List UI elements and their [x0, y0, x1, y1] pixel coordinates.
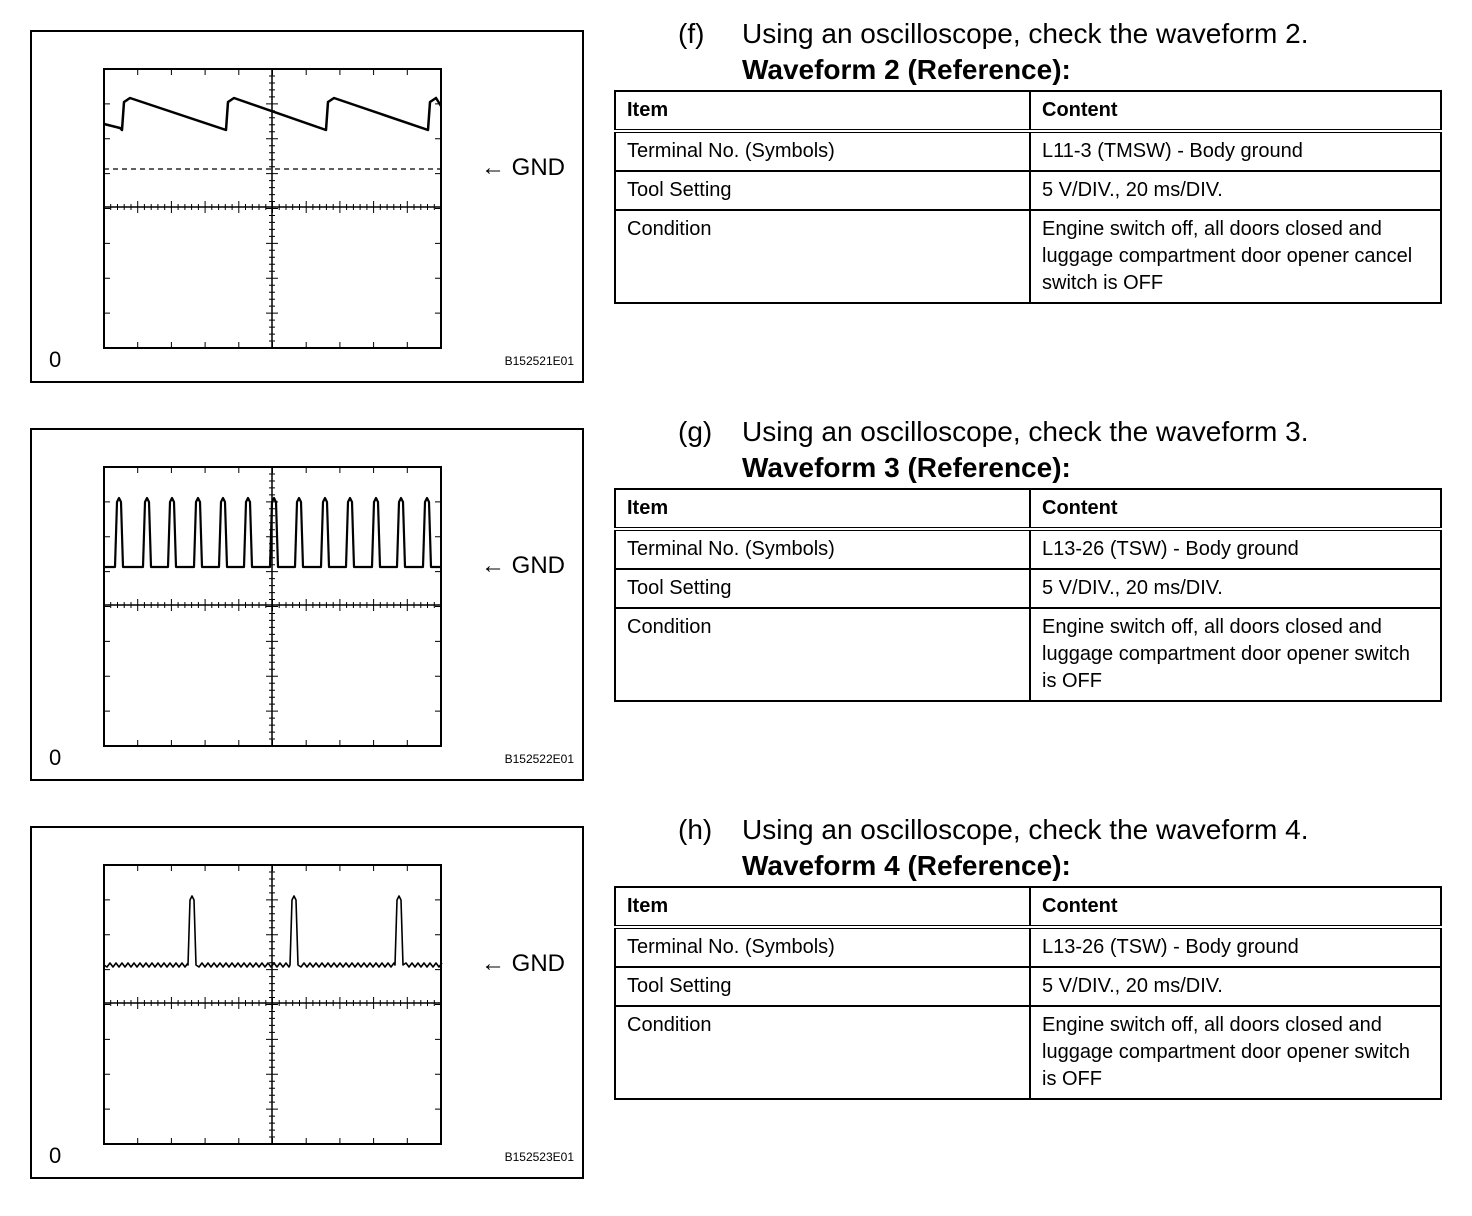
- gnd-label: ← GND: [481, 552, 566, 579]
- cell-item: Terminal No. (Symbols): [615, 529, 1030, 569]
- table-row: [615, 569, 1441, 608]
- cell-item: Tool Setting: [615, 171, 1030, 210]
- table-row: [615, 210, 1441, 303]
- step-text: Using an oscilloscope, check the waveform 4.: [742, 814, 1309, 845]
- step-text: Using an oscilloscope, check the waveform 3.: [742, 416, 1309, 447]
- header-item: Item: [615, 91, 1030, 131]
- zero-label: 0: [49, 1143, 62, 1168]
- oscilloscope-screen: [32, 828, 586, 1181]
- table-row: [615, 1006, 1441, 1099]
- cell-content: 5 V/DIV., 20 ms/DIV.: [1030, 569, 1441, 608]
- header-item: Item: [615, 489, 1030, 529]
- cell-content: L13-26 (TSW) - Body ground: [1030, 927, 1441, 967]
- cell-item: Tool Setting: [615, 569, 1030, 608]
- step-instruction: [678, 415, 1309, 449]
- figure-id: B152523E01: [504, 1150, 574, 1164]
- cell-content: L11-3 (TMSW) - Body ground: [1030, 131, 1441, 171]
- header-content: Content: [1030, 91, 1441, 131]
- gnd-label: ← GND: [481, 950, 566, 977]
- oscilloscope-screen: [32, 32, 586, 385]
- step-text: Using an oscilloscope, check the waveform 2.: [742, 18, 1309, 49]
- table-header-row: [615, 887, 1441, 927]
- cell-content: Engine switch off, all doors closed and luggage compartment door opener switch is OFF: [1030, 608, 1441, 701]
- header-content: Content: [1030, 887, 1441, 927]
- cell-item: Condition: [615, 210, 1030, 303]
- table-row: [615, 171, 1441, 210]
- table-row: [615, 608, 1441, 701]
- table-header-row: [615, 91, 1441, 131]
- table-row: [615, 529, 1441, 569]
- step-letter: (h): [678, 814, 713, 845]
- cell-content: 5 V/DIV., 20 ms/DIV.: [1030, 171, 1441, 210]
- oscilloscope-figure: [30, 428, 584, 781]
- step-letter: (g): [678, 416, 713, 447]
- cell-item: Terminal No. (Symbols): [615, 927, 1030, 967]
- cell-item: Condition: [615, 1006, 1030, 1099]
- figure-id: B152522E01: [504, 752, 574, 766]
- spec-table: [614, 488, 1442, 702]
- waveform-title: Waveform 2 (Reference):: [742, 54, 1071, 85]
- table-row: [615, 927, 1441, 967]
- header-content: Content: [1030, 489, 1441, 529]
- cell-content: Engine switch off, all doors closed and luggage compartment door opener cancel switch is OFF: [1030, 210, 1441, 303]
- oscilloscope-figure: [30, 30, 584, 383]
- zero-label: 0: [49, 347, 62, 372]
- table-header-row: [615, 489, 1441, 529]
- cell-content: L13-26 (TSW) - Body ground: [1030, 529, 1441, 569]
- cell-item: Tool Setting: [615, 967, 1030, 1006]
- figure-id: B152521E01: [504, 354, 574, 368]
- header-item: Item: [615, 887, 1030, 927]
- step-letter: (f): [678, 18, 705, 49]
- spec-table: [614, 886, 1442, 1100]
- cell-item: Condition: [615, 608, 1030, 701]
- cell-content: Engine switch off, all doors closed and luggage compartment door opener switch is OFF: [1030, 1006, 1441, 1099]
- cell-item: Terminal No. (Symbols): [615, 131, 1030, 171]
- waveform-title: Waveform 4 (Reference):: [742, 850, 1071, 881]
- cell-content: 5 V/DIV., 20 ms/DIV.: [1030, 967, 1441, 1006]
- zero-label: 0: [49, 745, 62, 770]
- oscilloscope-screen: [32, 430, 586, 783]
- step-instruction: [678, 17, 1309, 51]
- step-instruction: [678, 813, 1309, 847]
- graticule-ticks: [104, 865, 441, 1144]
- waveform-title: Waveform 3 (Reference):: [742, 452, 1071, 483]
- table-row: [615, 131, 1441, 171]
- table-row: [615, 967, 1441, 1006]
- oscilloscope-figure: [30, 826, 584, 1179]
- gnd-label: ← GND: [481, 154, 566, 181]
- spec-table: [614, 90, 1442, 304]
